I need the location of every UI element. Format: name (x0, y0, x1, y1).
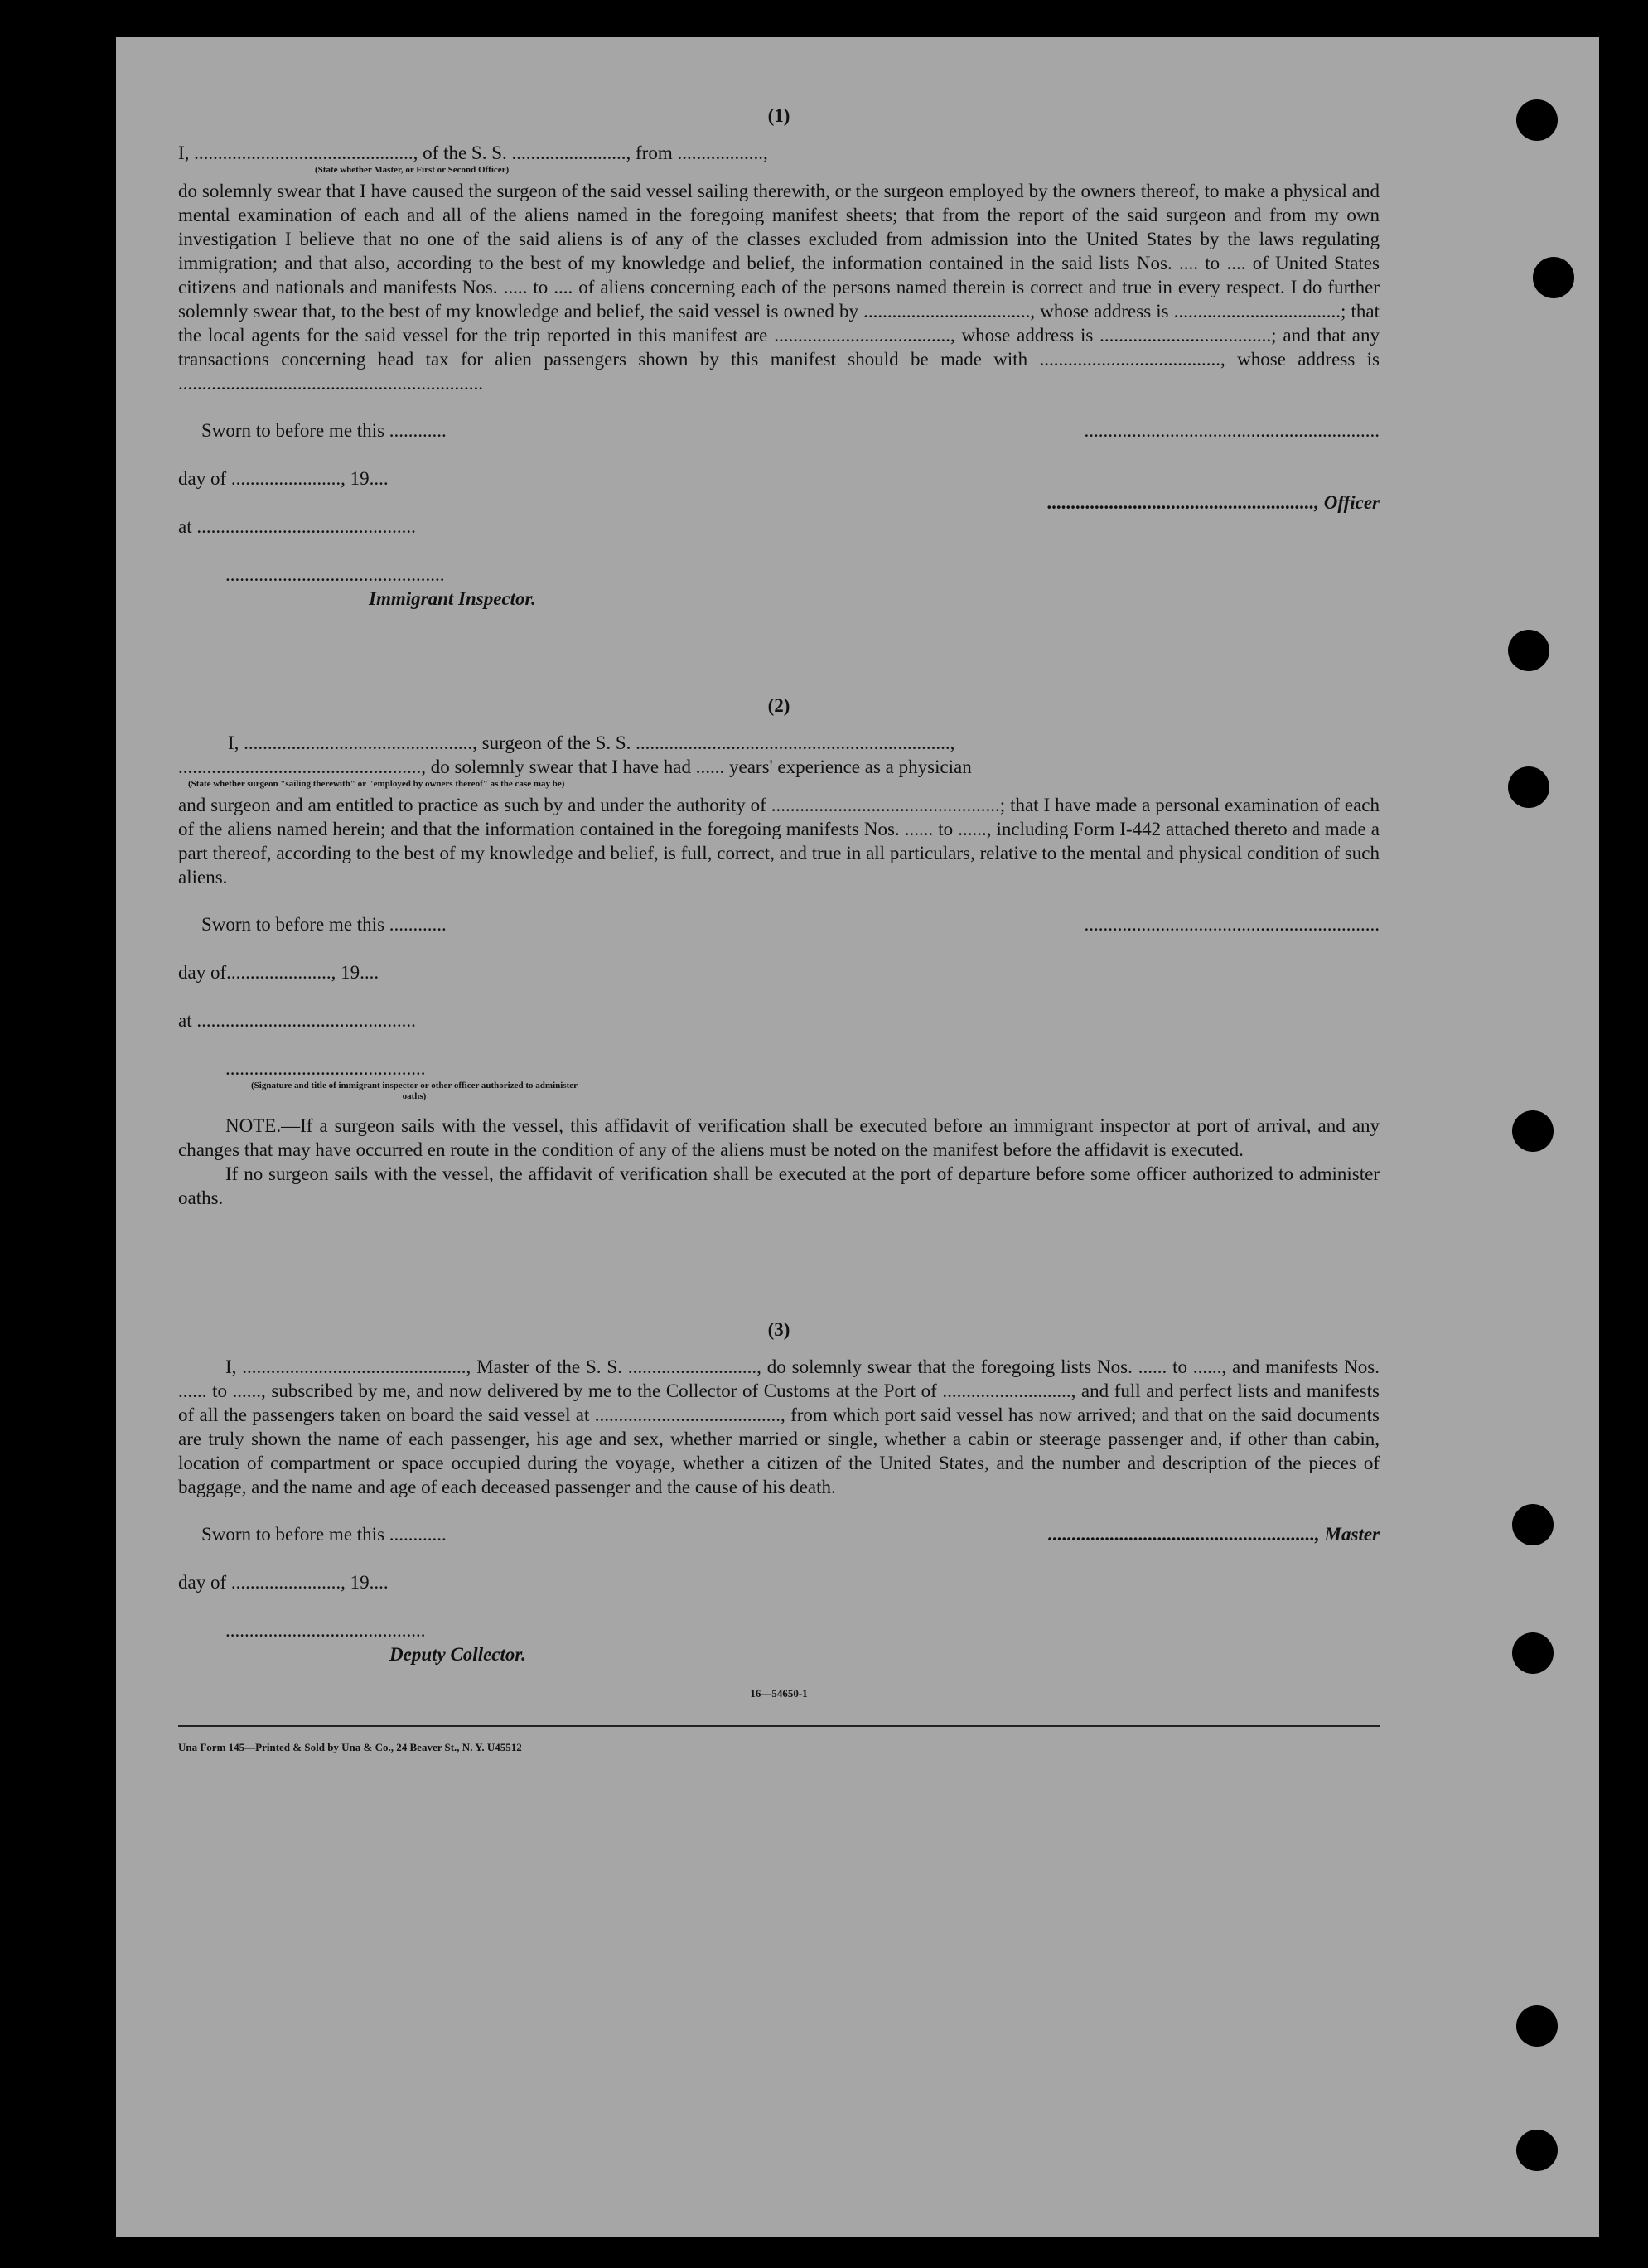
punch-hole (1516, 2130, 1558, 2171)
form-content (178, 104, 1380, 1759)
punch-hole (1533, 257, 1574, 298)
note-paragraph-2: If no surgeon sails with the vessel, the affidavit of verification shall be executed at the port of departure before some officer authorized to administer oaths. (178, 1163, 1380, 1208)
collector-signature-line: .......................................... (225, 1620, 426, 1641)
officer-line: .............................................................. (1084, 420, 1380, 441)
signature-caption: (Signature and title of immigrant inspector or other officer authorized to administer oaths) (250, 1081, 578, 1101)
section-1-signatures (178, 418, 1380, 611)
day-field: day of ......................., 19.... (178, 1572, 389, 1593)
day-field: day of......................, 19.... (178, 962, 379, 983)
section-2-line-2: ..................................................., do solemnly swear that I have had ...... years' experience as a physician (178, 757, 972, 777)
punch-hole (1508, 766, 1549, 808)
section-3-signatures (178, 1522, 1380, 1666)
document-page (116, 37, 1599, 2237)
inspector-signature-line: .............................................. (225, 564, 445, 585)
master-signature: ........................................................, Master (1048, 1524, 1380, 1545)
punch-hole (1516, 2005, 1558, 2047)
punch-hole (1512, 1504, 1554, 1545)
inspector-label: Immigrant Inspector. (369, 588, 536, 609)
surgeon-signature-line: .............................................................. (1084, 914, 1380, 935)
sworn-text: Sworn to before me this ............ (201, 914, 447, 935)
footer-rule (178, 1725, 1380, 1727)
signature-line: .......................................... (225, 1058, 426, 1079)
section-1-line: I, .............................................., of the S. S. ........................, from .................., (178, 143, 768, 163)
section-2-body: and surgeon and am entitled to practice as such by and under the authority of ................................................; that I have made a personal examination of each of the aliens named herein; and that the information contained in the foregoing manifests Nos. ...... to ......, including Form I-442 attached thereto and made a part thereof, according to the best of my knowledge and belief, is full, correct, and true in all particulars, relative to the mental and physical condition of such aliens. (178, 795, 1380, 887)
section-1-caption: (State whether Master, or First or Second Officer) (315, 165, 510, 175)
punch-hole (1512, 1110, 1554, 1152)
punch-hole (1516, 99, 1558, 141)
note-paragraph: NOTE.—If a surgeon sails with the vessel, this affidavit of verification shall be executed before an immigrant inspector at port of arrival, and any changes that may have occurred en route in the condition of any of the aliens must be noted on the manifest before the affidavit is executed. (178, 1115, 1380, 1160)
at-field: at .............................................. (178, 516, 416, 537)
printer-footer: Una Form 145—Printed & Sold by Una & Co., 24 Beaver St., N. Y. U45512 (178, 1741, 522, 1753)
sworn-text: Sworn to before me this ............ (201, 1524, 447, 1545)
section-1-heading: (1) (767, 105, 790, 126)
section-2-heading: (2) (767, 695, 790, 716)
form-number: 16—54650-1 (750, 1687, 808, 1700)
section-2-line-1: I, ................................................, surgeon of the S. S. .................................................................., (228, 733, 955, 753)
punch-hole (1508, 630, 1549, 671)
at-field: at .............................................. (178, 1010, 416, 1031)
section-3-heading: (3) (767, 1319, 790, 1340)
section-2-signatures (178, 912, 1380, 1102)
sworn-text: Sworn to before me this ............ (201, 420, 447, 441)
officer-signature: ........................................................, Officer (1047, 492, 1380, 513)
day-field: day of ......................., 19.... (178, 468, 389, 489)
punch-hole (1512, 1632, 1554, 1674)
section-3-body: I, ..............................................., Master of the S. S. ..........................., do solemnly swear that the foregoing lists Nos. ...... to ......, and manifests Nos. ...... to ......, subscribed by me, and now delivered by me to the Collector of Customs at the Port of ..........................., and full and perfect lists and manifests of all the passengers taken on board the said vessel at ......................................., from which port said vessel has now arrived; and that on the said documents are truly shown the name of each passenger, his age and sex, whether married or single, whether a cabin or steerage passenger and, if other than cabin, location of compartment or space occupied during the voyage, whether a citizen of the United States, and the number and description of the pieces of baggage, and the name and age of each deceased passenger and the cause of his death. (178, 1356, 1380, 1497)
section-1-body: do solemnly swear that I have caused the surgeon of the said vessel sailing therewith, or the surgeon employed by the owners thereof, to make a physical and mental examination of each and all of the aliens named in the foregoing manifest sheets; that from the report of the said surgeon and from my own investigation I believe that no one of the said aliens is of any of the classes excluded from admission into the United States by the laws regulating immigration; and that also, according to the best of my knowledge and belief, the information contained in the said lists Nos. .... to .... of United States citizens and nationals and manifests Nos. ..... to .... of aliens concerning each of the persons named therein is correct and true in every respect. I do further solemnly swear that, to the best of my knowledge and belief, the said vessel is owned by ..................................., whose address is ...................................; that the local agents for the said vessel for the trip reported in this manifest are ....................................., whose address is ....................................; and that any transactions concerning head tax for alien passengers shown by this manifest should be made with ......................................, whose address is ................................................................ (178, 181, 1380, 394)
collector-label: Deputy Collector. (389, 1644, 526, 1665)
section-2-caption: (State whether surgeon "sailing therewith" or "employed by owners thereof" as the case may be) (188, 779, 565, 789)
